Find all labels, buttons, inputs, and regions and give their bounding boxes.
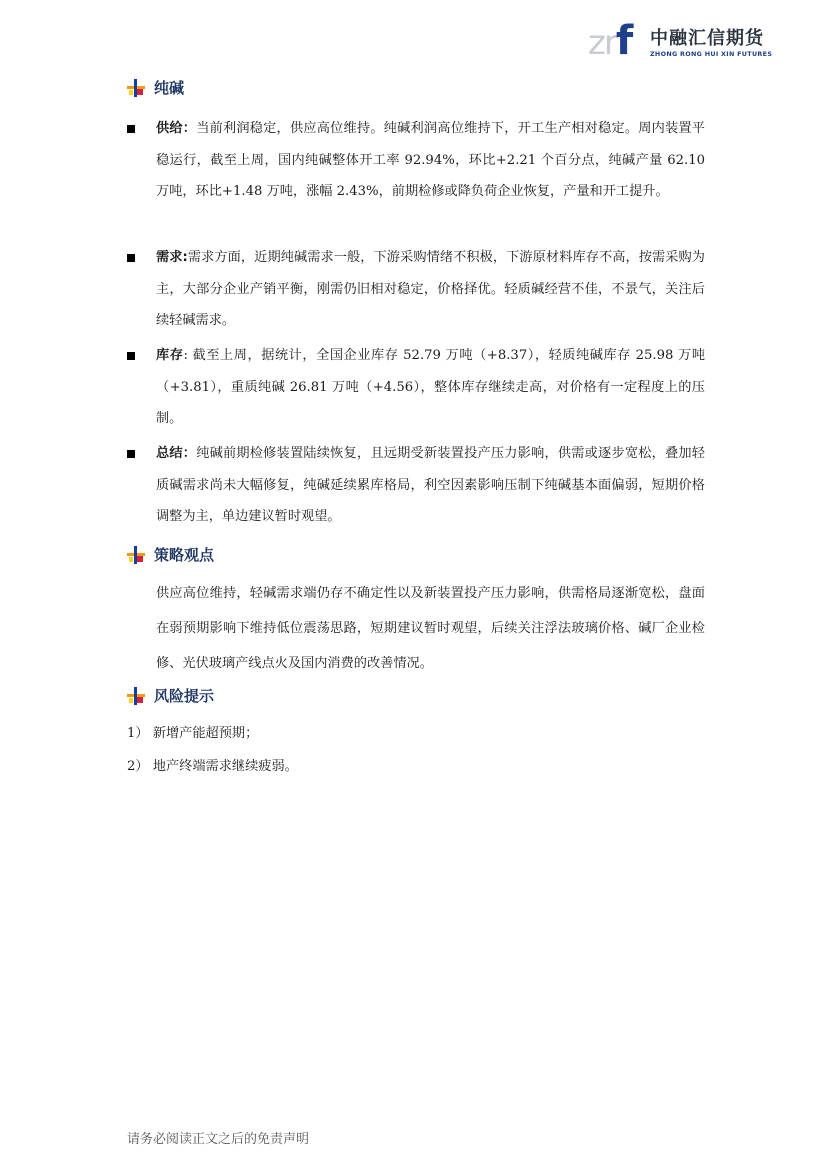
- logo-mark: zrf: [588, 18, 632, 64]
- disclaimer-footer: 请务必阅读正文之后的免责声明: [127, 1132, 310, 1147]
- section-marker-icon: [127, 687, 145, 705]
- section-heading: 策略观点: [154, 546, 215, 564]
- bullet-square-icon: [127, 352, 135, 360]
- bullet-inventory: [127, 340, 705, 435]
- bullet-label: 需求:: [156, 250, 188, 265]
- bullet-supply: [127, 113, 705, 208]
- bullet-text: 需求方面，近期纯碱需求一般，下游采购情绪不积极，下游原材料库存不高，按需采购为主，大部分企业产销平衡，刚需仍旧相对稳定，价格择优。轻质碱经营不佳，不景气，关注后续轻碱需求。: [156, 250, 705, 328]
- strategy-paragraph: 供应高位维持，轻碱需求端仍存不确定性以及新装置投产压力影响，供需格局逐渐宽松，盘面在弱预期影响下维持低位震荡思路，短期建议暂时观望，后续关注浮法玻璃价格、碱厂企业检修、光伏玻璃产线点火及国内消费的改善情况。: [156, 586, 705, 671]
- section-heading: 风险提示: [154, 687, 215, 705]
- bullet-label: 供给：: [156, 121, 197, 136]
- bullet-text: 纯碱前期检修装置陆续恢复，且远期受新装置投产压力影响，供需或逐步宽松，叠加轻质碱需求尚未大幅修复，纯碱延续累库格局，利空因素影响压制下纯碱基本面偏弱，短期价格调整为主，单边建议暂时观望。: [156, 446, 705, 524]
- bullet-square-icon: [127, 450, 135, 458]
- bullet-demand: [127, 242, 705, 337]
- bullet-square-icon: [127, 125, 135, 133]
- section-heading: 纯碱: [154, 79, 185, 97]
- bullet-square-icon: [127, 254, 135, 262]
- bullet-label: 库存: [156, 348, 184, 363]
- logo-english-name: ZHONG RONG HUI XIN FUTURES: [650, 50, 773, 58]
- bullet-text: 当前利润稳定，供应高位维持。纯碱利润高位维持下，开工生产相对稳定。周内装置平稳运行，截至上周，国内纯碱整体开工率 92.94%，环比+2.21 个百分点，纯碱产量 62.10 万吨，环比+1.48 万吨，涨幅 2.43%，前期检修或降负荷企业恢复，产量和开工提升。: [156, 121, 705, 199]
- logo-chinese-name: 中融汇信期货: [650, 28, 764, 49]
- bullet-label: 总结：: [156, 446, 197, 461]
- section-marker-icon: [127, 79, 145, 97]
- bullet-text: : 截至上周，据统计，全国企业库存 52.79 万吨（+8.37），轻质纯碱库存 25.98 万吨（+3.81），重质纯碱 26.81 万吨（+4.56），整体库存继续走高，对价格有一定程度上的压制。: [156, 348, 706, 426]
- bullet-summary: [127, 438, 705, 533]
- section-marker-icon: [127, 546, 145, 564]
- risk-item: 1） 新增产能超预期；: [127, 726, 259, 741]
- company-logo: [588, 20, 778, 64]
- risk-item: 2） 地产终端需求继续疲弱。: [127, 759, 298, 774]
